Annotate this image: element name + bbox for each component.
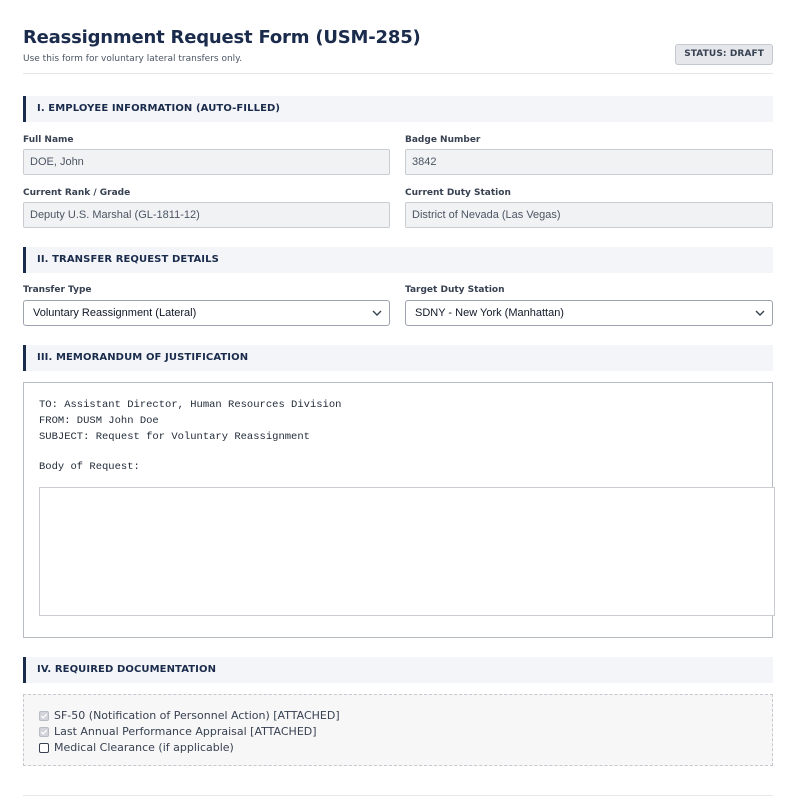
chevron-down-icon [754, 308, 766, 318]
badge-number-field[interactable]: 3842 [405, 149, 773, 175]
chevron-down-icon [371, 308, 383, 318]
appraisal-label: Last Annual Performance Appraisal [ATTACHED] [54, 725, 317, 738]
section-required-docs: IV. REQUIRED DOCUMENTATION [23, 657, 773, 683]
memo-container [23, 382, 773, 638]
check-icon [40, 728, 48, 736]
full-name-field[interactable]: DOE, John [23, 149, 390, 175]
section-transfer-details: II. TRANSFER REQUEST DETAILS [23, 247, 773, 273]
transfer-type-label: Transfer Type [23, 285, 92, 295]
sf50-label: SF-50 (Notification of Personnel Action) [ATTACHED] [54, 709, 340, 722]
page-title: Reassignment Request Form (USM-285) [23, 27, 421, 48]
documents-checklist [23, 694, 773, 766]
target-station-value: SDNY - New York (Manhattan) [415, 307, 564, 319]
status-badge: STATUS: DRAFT [675, 44, 773, 65]
memo-to-line: TO: Assistant Director, Human Resources Division [39, 399, 342, 411]
transfer-type-select[interactable] [23, 300, 390, 326]
duty-station-label: Current Duty Station [405, 188, 511, 198]
page-subtitle: Use this form for voluntary lateral transfers only. [23, 54, 243, 64]
rank-grade-label: Current Rank / Grade [23, 188, 131, 198]
memo-body-textarea[interactable] [39, 487, 775, 616]
sf50-checkbox[interactable] [39, 711, 49, 721]
medical-label: Medical Clearance (if applicable) [54, 741, 234, 754]
badge-number-label: Badge Number [405, 135, 481, 145]
memo-body-label: Body of Request: [39, 461, 140, 473]
medical-checkbox[interactable] [39, 743, 49, 753]
target-station-select[interactable] [405, 300, 773, 326]
section-employee-info: I. EMPLOYEE INFORMATION (AUTO-FILLED) [23, 96, 773, 122]
rank-grade-field[interactable]: Deputy U.S. Marshal (GL-1811-12) [23, 202, 390, 228]
form-header [23, 0, 773, 74]
check-icon [40, 712, 48, 720]
transfer-type-value: Voluntary Reassignment (Lateral) [33, 307, 197, 319]
footer-divider [23, 795, 773, 796]
full-name-label: Full Name [23, 135, 74, 145]
memo-subject-line: SUBJECT: Request for Voluntary Reassignment [39, 431, 310, 443]
appraisal-checkbox[interactable] [39, 727, 49, 737]
memo-from-line: FROM: DUSM John Doe [39, 415, 159, 427]
section-memorandum: III. MEMORANDUM OF JUSTIFICATION [23, 345, 773, 371]
target-station-label: Target Duty Station [405, 285, 505, 295]
duty-station-field[interactable]: District of Nevada (Las Vegas) [405, 202, 773, 228]
